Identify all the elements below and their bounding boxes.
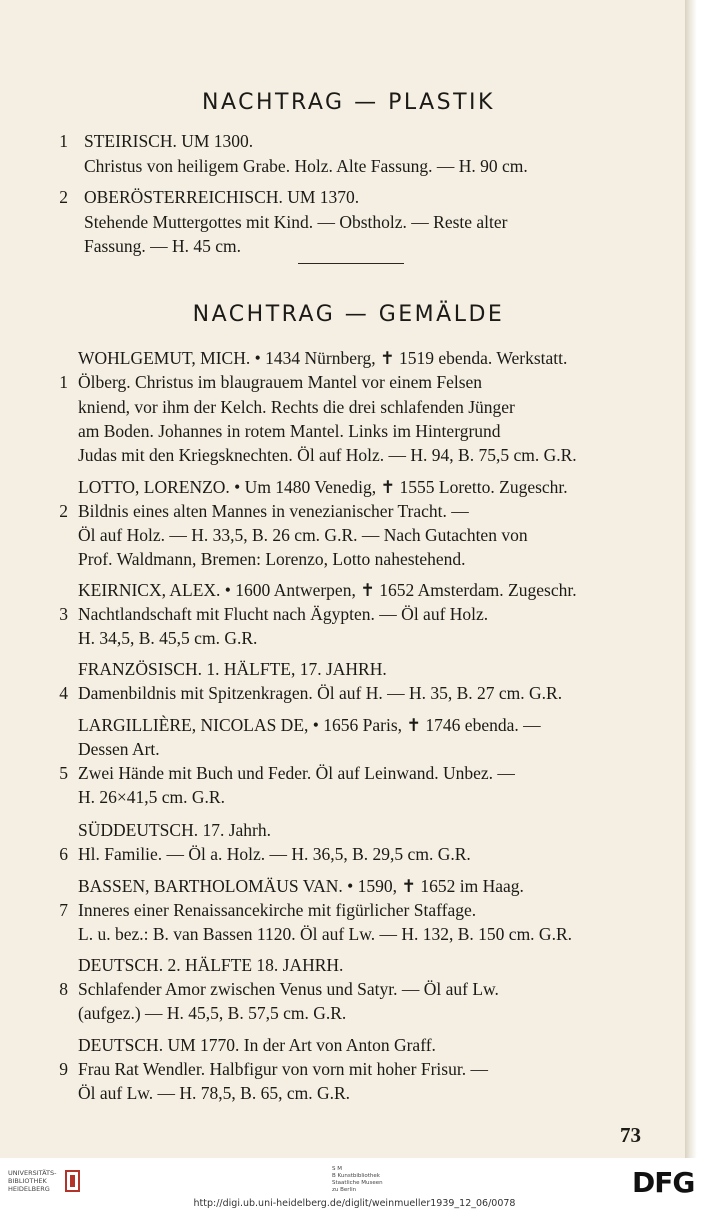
- stamp-line: S M: [332, 1166, 342, 1172]
- item-number: 2: [59, 187, 68, 207]
- item-heading: SÜDDEUTSCH. 17. Jahrh.: [78, 820, 271, 840]
- item-number: 9: [59, 1059, 68, 1079]
- dfg-logo: DFG: [632, 1166, 695, 1199]
- library-name-line: BIBLIOTHEK: [8, 1177, 47, 1185]
- item-number: 4: [59, 683, 68, 703]
- item-text: Zwei Hände mit Buch und Feder. Öl auf Leinwand. Unbez. —: [78, 763, 515, 783]
- viewer-footer: [0, 1158, 709, 1209]
- item-text: Judas mit den Kriegsknechten. Öl auf Holz. — H. 94, B. 75,5 cm. G.R.: [78, 445, 577, 465]
- stamp-line: B Kunstbibliothek: [332, 1173, 380, 1179]
- item-number: 1: [59, 131, 68, 151]
- library-name-line: HEIDELBERG: [8, 1185, 50, 1193]
- page-edge: [685, 0, 697, 1158]
- item-text: L. u. bez.: B. van Bassen 1120. Öl auf Lw. — H. 132, B. 150 cm. G.R.: [78, 924, 572, 944]
- item-text: Ölberg. Christus im blaugrauem Mantel vor einem Felsen: [78, 372, 483, 392]
- item-heading: KEIRNICX, ALEX. • 1600 Antwerpen, ✝ 1652 Amsterdam. Zugeschr.: [78, 580, 577, 600]
- item-heading: Dessen Art.: [78, 739, 160, 759]
- item-heading: DEUTSCH. UM 1770. In der Art von Anton Graff.: [78, 1035, 436, 1055]
- university-logo-icon: [64, 1168, 84, 1194]
- heading-gemaelde: NACHTRAG — GEMÄLDE: [192, 302, 505, 327]
- item-text: Nachtlandschaft mit Flucht nach Ägypten. — Öl auf Holz.: [78, 604, 489, 624]
- item-text: Damenbildnis mit Spitzenkragen. Öl auf H. — H. 35, B. 27 cm. G.R.: [78, 683, 563, 703]
- item-text: (aufgez.) — H. 45,5, B. 57,5 cm. G.R.: [78, 1003, 347, 1023]
- item-number: 8: [59, 979, 68, 999]
- item-text: Bildnis eines alten Mannes in venezianischer Tracht. —: [78, 501, 469, 521]
- item-heading: DEUTSCH. 2. HÄLFTE 18. JAHRH.: [78, 955, 344, 975]
- item-text: Fassung. — H. 45 cm.: [84, 236, 242, 256]
- library-name-line: UNIVERSITÄTS-: [8, 1169, 57, 1177]
- stamp-line: Staatliche Museen: [332, 1180, 383, 1186]
- item-heading: OBERÖSTERREICHISCH. UM 1370.: [84, 187, 360, 207]
- item-heading: WOHLGEMUT, MICH. • 1434 Nürnberg, ✝ 1519 ebenda. Werkstatt.: [78, 348, 568, 368]
- item-number: 6: [59, 844, 68, 864]
- item-text: Stehende Muttergottes mit Kind. — Obstholz. — Reste alter: [84, 212, 508, 232]
- item-text: kniend, vor ihm der Kelch. Rechts die drei schlafenden Jünger: [78, 397, 515, 417]
- permalink-url[interactable]: http://digi.ub.uni-heidelberg.de/diglit/weinmueller1939_12_06/0078: [193, 1198, 516, 1209]
- library-name: [8, 1169, 57, 1193]
- museum-stamp: [332, 1166, 383, 1194]
- item-number: 1: [59, 372, 68, 392]
- item-text: Christus von heiligem Grabe. Holz. Alte Fassung. — H. 90 cm.: [84, 156, 528, 176]
- item-text: Prof. Waldmann, Bremen: Lorenzo, Lotto nahestehend.: [78, 549, 466, 569]
- item-heading: BASSEN, BARTHOLOMÄUS VAN. • 1590, ✝ 1652 im Haag.: [78, 876, 524, 896]
- page-number: 73: [620, 1123, 641, 1147]
- item-number: 7: [59, 900, 68, 920]
- item-heading: FRANZÖSISCH. 1. HÄLFTE, 17. JAHRH.: [78, 659, 387, 679]
- item-text: Hl. Familie. — Öl a. Holz. — H. 36,5, B. 29,5 cm. G.R.: [78, 844, 471, 864]
- item-heading: STEIRISCH. UM 1300.: [84, 131, 254, 151]
- item-number: 5: [59, 763, 68, 783]
- item-text: Frau Rat Wendler. Halbfigur von vorn mit hoher Frisur. —: [78, 1059, 488, 1079]
- item-heading: LARGILLIÈRE, NICOLAS DE, • 1656 Paris, ✝ 1746 ebenda. —: [78, 715, 541, 735]
- item-text: Öl auf Lw. — H. 78,5, B. 65, cm. G.R.: [78, 1083, 351, 1103]
- item-text: Inneres einer Renaissancekirche mit figürlicher Staffage.: [78, 900, 477, 920]
- item-text: am Boden. Johannes in rotem Mantel. Links im Hintergrund: [78, 421, 501, 441]
- item-text: H. 26×41,5 cm. G.R.: [78, 787, 225, 807]
- item-number: 3: [59, 604, 68, 624]
- item-text: H. 34,5, B. 45,5 cm. G.R.: [78, 628, 258, 648]
- item-text: Schlafender Amor zwischen Venus und Satyr. — Öl auf Lw.: [78, 979, 499, 999]
- heading-plastik: NACHTRAG — PLASTIK: [202, 90, 495, 115]
- section-divider: [298, 263, 404, 264]
- item-text: Öl auf Holz. — H. 33,5, B. 26 cm. G.R. — Nach Gutachten von: [78, 525, 528, 545]
- item-number: 2: [59, 501, 68, 521]
- stamp-line: zu Berlin: [332, 1187, 357, 1193]
- item-heading: LOTTO, LORENZO. • Um 1480 Venedig, ✝ 1555 Loretto. Zugeschr.: [78, 477, 568, 497]
